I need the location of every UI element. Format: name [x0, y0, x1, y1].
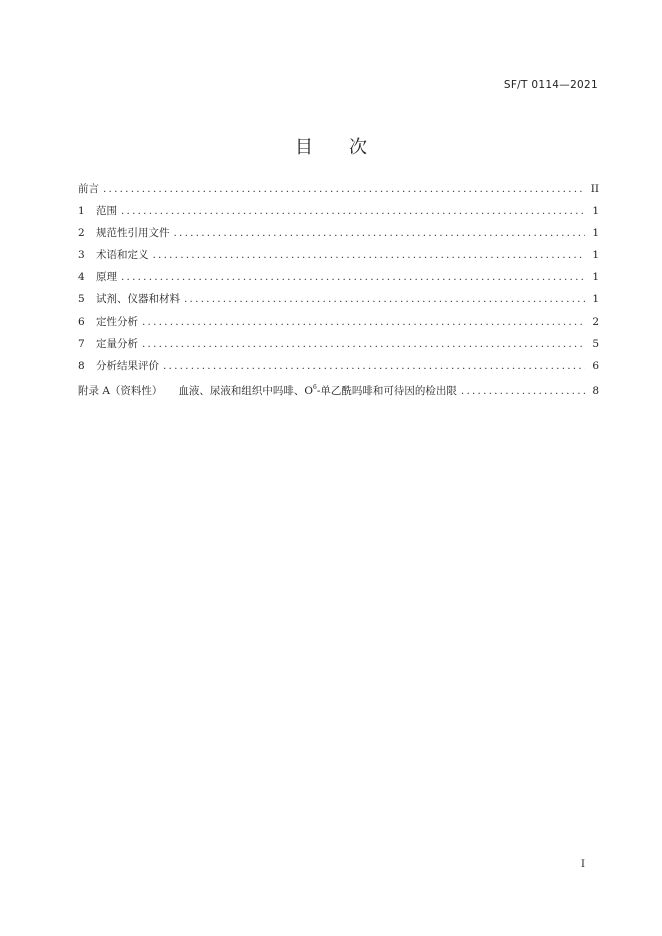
toc-leader-dots	[174, 226, 586, 240]
toc-entry-page: 2	[592, 315, 599, 328]
toc-entry-number: 7	[78, 337, 85, 350]
toc-entry-foreword[interactable]	[78, 182, 599, 204]
toc-entry-label: 试剂、仪器和材料	[96, 293, 180, 306]
toc-entry-number: 4	[78, 271, 85, 284]
toc-leader-dots	[142, 337, 585, 351]
toc-entry-label: 范围	[96, 205, 117, 218]
toc-entry-label: 规范性引用文件	[96, 227, 170, 240]
toc-entry-4[interactable]	[78, 270, 599, 292]
toc-entry-1[interactable]	[78, 204, 599, 226]
toc-entry-page: 1	[592, 271, 599, 284]
toc-entry-page: 1	[592, 227, 599, 240]
toc-leader-dots	[184, 292, 585, 306]
toc-entry-number: 1	[78, 205, 85, 218]
toc-entry-page: 5	[592, 337, 599, 350]
toc-entry-label: 定性分析	[96, 315, 138, 328]
toc-entry-2[interactable]	[78, 226, 599, 248]
toc-entry-page: 1	[592, 205, 599, 218]
toc-entry-label: 术语和定义	[96, 249, 149, 262]
page-title	[0, 133, 662, 159]
table-of-contents	[78, 182, 599, 403]
toc-entry-appendix-a[interactable]	[78, 381, 599, 403]
toc-leader-dots	[163, 359, 585, 373]
toc-entry-label: 分析结果评价	[96, 359, 159, 372]
title-char-1: 目	[295, 137, 313, 158]
toc-leader-dots	[461, 384, 585, 398]
page-number: I	[581, 859, 585, 870]
toc-entry-page: 6	[592, 359, 599, 372]
toc-entry-page: 1	[592, 249, 599, 262]
toc-entry-8[interactable]	[78, 359, 599, 381]
toc-entry-page: 1	[592, 293, 599, 306]
toc-entry-number: 8	[78, 359, 85, 372]
toc-leader-dots	[121, 204, 585, 218]
toc-entry-number: 6	[78, 315, 85, 328]
appendix-prefix: 附录 A（资料性）	[78, 384, 163, 397]
title-char-2: 次	[349, 137, 367, 158]
toc-leader-dots	[103, 182, 585, 196]
toc-entry-7[interactable]	[78, 337, 599, 359]
toc-entry-page: II	[590, 183, 599, 195]
toc-leader-dots	[153, 248, 586, 262]
toc-entry-number: 5	[78, 293, 85, 306]
appendix-title-part-2: -单乙酰吗啡和可待因的检出限	[316, 384, 457, 397]
toc-entry-number: 2	[78, 227, 85, 240]
toc-entry-number: 3	[78, 249, 85, 262]
toc-entry-6[interactable]	[78, 315, 599, 337]
toc-entry-5[interactable]	[78, 292, 599, 314]
toc-entry-page: 8	[592, 384, 599, 397]
toc-leader-dots	[121, 270, 585, 284]
toc-entry-3[interactable]	[78, 248, 599, 270]
appendix-title-part-1: 血液、尿液和组织中吗啡、O	[178, 384, 314, 397]
toc-entry-label: 定量分析	[96, 337, 138, 350]
toc-entry-label	[78, 381, 457, 398]
toc-leader-dots	[142, 315, 585, 329]
document-code: SF/T 0114—2021	[503, 79, 598, 91]
appendix-superscript: 6	[313, 383, 317, 391]
toc-entry-label: 前言	[78, 183, 99, 195]
toc-entry-label: 原理	[96, 271, 117, 284]
